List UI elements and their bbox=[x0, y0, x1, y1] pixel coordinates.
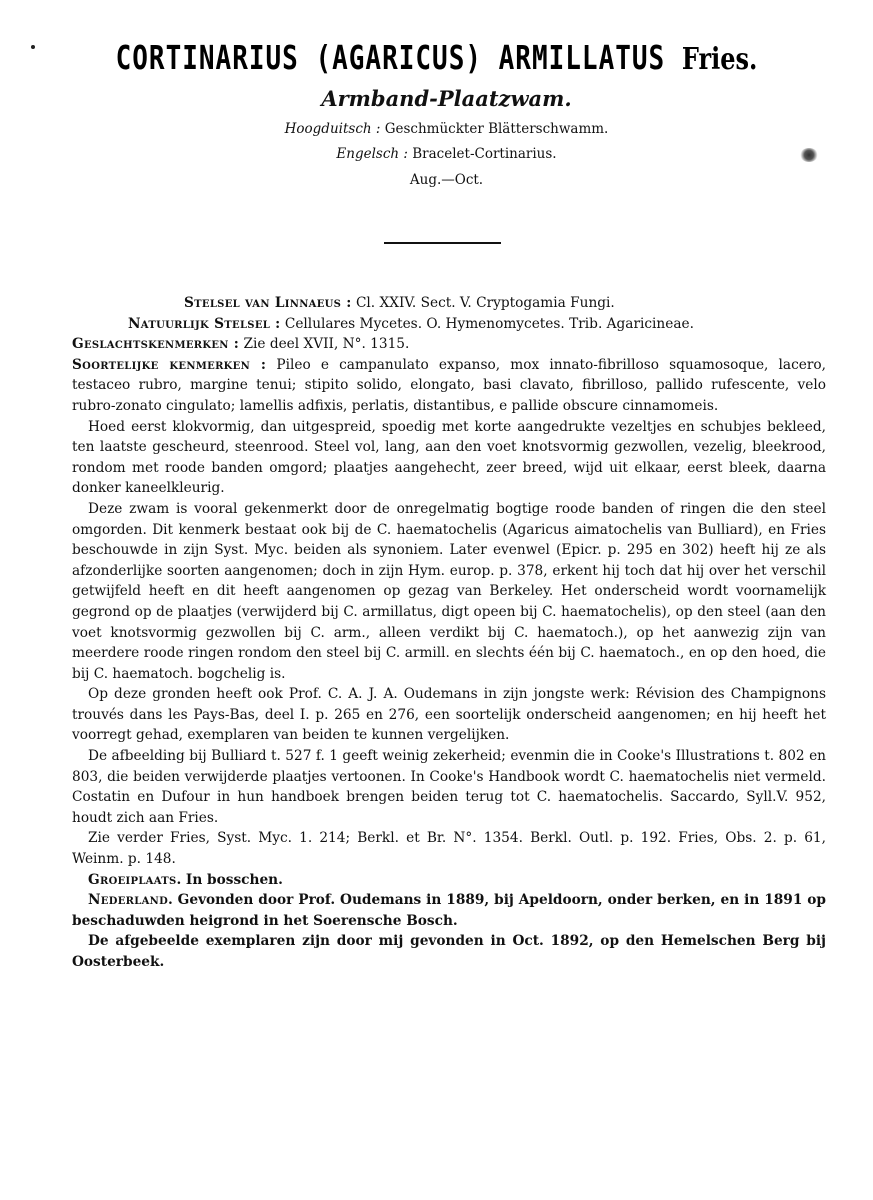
genus-text: Zie deel XVII, N°. 1315. bbox=[243, 336, 410, 353]
species-label: Soortelijke kenmerken : bbox=[72, 356, 267, 373]
netherlands-paragraph bbox=[72, 890, 826, 931]
species-text: Pileo e campanulato expanso, mox innato-fibrilloso squamosoque, lacero, testaceo rubro, margine tenui; stipito solido, elongato, basi clavato, fibrilloso, pallido rufescente, velo rubro-zonato cingulato; lamellis adfixis, perlatis, distantibus, e pallide obscure cinnamomeis. bbox=[72, 356, 826, 414]
season: Aug.—Oct. bbox=[409, 172, 484, 188]
title-author: Fries. bbox=[681, 40, 758, 77]
netherlands-label: Nederland. bbox=[88, 892, 174, 909]
german-label: Hoogduitsch : bbox=[284, 121, 381, 137]
habitat-text: In bosschen. bbox=[185, 871, 283, 888]
habitat-paragraph bbox=[72, 870, 826, 891]
oudemans-paragraph: Op deze gronden heeft ook Prof. C. A. J. A. Oudemans in zijn jongste werk: Révision des Champignons trouvés dans les Pays-Bas, deel I. p. 265 en 276, een soortelijk onderscheid aangenomen; en hij heeft het voorregt gehad, exemplaren van beiden te kunnen vergelijken. bbox=[72, 686, 826, 744]
comparison-paragraph: Deze zwam is vooral gekenmerkt door de onregelmatig bogtige roode banden of ringen die den steel omgorden. Dit kenmerk bestaat ook bij de C. haematochelis (Agaricus aimatochelis van Bulliard), en Fries beschouwde in zijn Syst. Myc. beiden als synoniem. Later evenwel (Epicr. p. 295 en 302) heeft hij ze als afzonderlijke soorten aangenomen; doch in zijn Hym. europ. p. 378, erkent hij toch dat hij over het verschil getwijfeld heeft en dit heeft aangenomen op gezag van Berkeley. Het onderscheid wordt voornamelijk gegrond op de plaatjes (verwijderd bij C. armillatus, digt opeen bij C. haematochelis), op den steel (aan den voet knotsvormig gezwollen bij C. arm., alleen verdikt bij C. haematoch.), op het aanwezig zijn van meerdere roode ringen rondom den steel bij C. armill. en slechts één bij C. haematoch., en op den hoed, die bij C. haematoch. bogchelig is. bbox=[72, 500, 826, 682]
german-name-line bbox=[0, 121, 873, 137]
genus-line bbox=[72, 334, 826, 355]
linnaeus-line bbox=[72, 293, 826, 314]
specimens-paragraph: De afgebeelde exemplaren zijn door mij gevonden in Oct. 1892, op den Hemelschen Berg bij Oosterbeek. bbox=[72, 933, 826, 970]
illustrations-paragraph: De afbeelding bij Bulliard t. 527 f. 1 geeft weinig zekerheid; evenmin die in Cooke's Illustrations t. 802 en 803, die beiden verwijderde plaatjes vertoonen. In Cooke's Handbook wordt C. haematochelis niet vermeld. Costatin en Dufour in hun handboek brengen beiden terug tot C. haematochelis. Saccardo, Syll.V. 952, houdt zich aan Fries. bbox=[72, 748, 826, 826]
german-name: Geschmückter Blätterschwamm. bbox=[384, 121, 609, 137]
natural-system-line bbox=[72, 314, 826, 335]
english-name: Bracelet-Cortinarius. bbox=[412, 146, 557, 162]
references-paragraph: Zie verder Fries, Syst. Myc. 1. 214; Berkl. et Br. N°. 1354. Berkl. Outl. p. 192. Fries, Obs. 2. p. 61, Weinm. p. 148. bbox=[72, 830, 826, 868]
document-body bbox=[72, 293, 826, 973]
linnaeus-text: Cl. XXIV. Sect. V. Cryptogamia Fungi. bbox=[355, 295, 615, 311]
divider-rule bbox=[384, 242, 501, 244]
description-paragraph: Hoed eerst klokvormig, dan uitgespreid, spoedig met korte aangedrukte vezeltjes en schubjes bekleed, ten laatste gescheurd, steenrood. Steel vol, lang, aan den voet knotsvormig gezwollen, vezelig, bleekrood, rondom met roode banden omgord; plaatjes aangehecht, zeer breed, wijd uit elkaar, eerst bleek, daarna donker kaneelkleurig. bbox=[72, 418, 826, 497]
habitat-label: Groeiplaats. bbox=[88, 871, 182, 888]
netherlands-text: Gevonden door Prof. Oudemans in 1889, bij Apeldoorn, onder berken, en in 1891 op beschaduwden heigrond in het Soerensche Bosch. bbox=[72, 892, 827, 929]
natural-text: Cellulares Mycetes. O. Hymenomycetes. Trib. Agaricineae. bbox=[284, 315, 694, 332]
english-label: Engelsch : bbox=[336, 146, 408, 162]
english-name-line bbox=[0, 146, 873, 162]
genus-label: Geslachtskenmerken : bbox=[72, 336, 240, 353]
linnaeus-label: Stelsel van Linnaeus : bbox=[184, 295, 352, 311]
species-title bbox=[0, 40, 873, 78]
dutch-name: Armband-Plaatzwam. bbox=[321, 86, 572, 111]
natural-label: Natuurlijk Stelsel : bbox=[128, 315, 281, 332]
species-characters-paragraph bbox=[72, 355, 826, 417]
title-latin: CORTINARIUS (AGARICUS) ARMILLATUS bbox=[115, 40, 666, 78]
